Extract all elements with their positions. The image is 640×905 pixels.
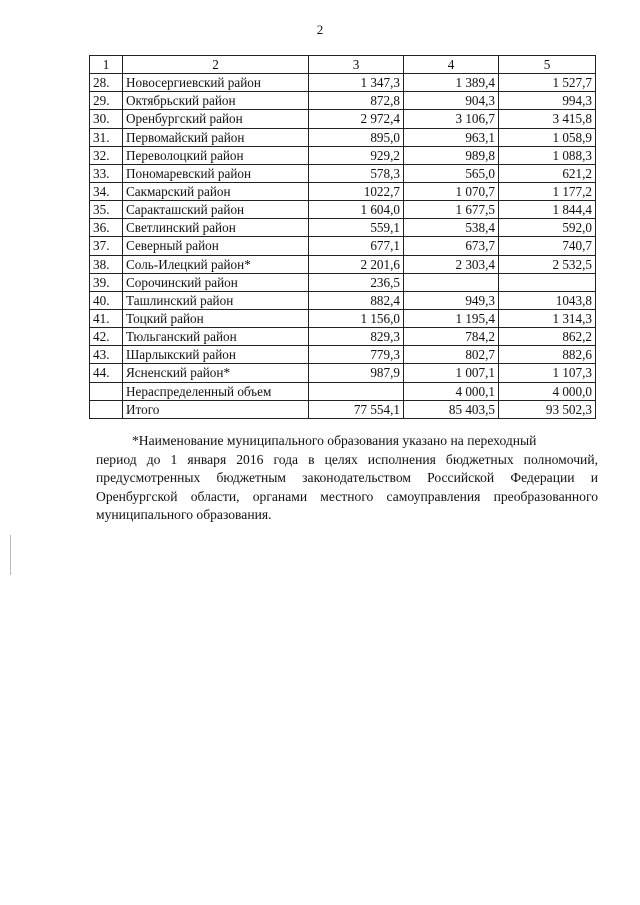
page-number: 2 [316, 22, 324, 37]
row-number-cell [90, 400, 123, 418]
row-number-cell: 43. [90, 346, 123, 364]
row-number-cell [90, 382, 123, 400]
value-col3-cell: 1 604,0 [309, 201, 404, 219]
table-row [90, 128, 596, 146]
district-name-cell: Оренбургский район [123, 110, 309, 128]
value-col3-cell: 1022,7 [309, 182, 404, 200]
value-col4-cell: 784,2 [404, 328, 499, 346]
value-col4-cell: 904,3 [404, 92, 499, 110]
district-name-cell: Пономаревский район [123, 164, 309, 182]
table-row [90, 328, 596, 346]
value-col4-cell: 2 303,4 [404, 255, 499, 273]
row-number-cell: 42. [90, 328, 123, 346]
table-row [90, 309, 596, 327]
footnote-continuation: период до 1 января 2016 года в целях исполнения бюджетных полномочий, предусмотренных бюджетным законодательством Российской Федерации и Оренбургской области, органами местного самоуправления преобразованного муниципального образования. [96, 451, 598, 522]
value-col5-cell: 4 000,0 [499, 382, 596, 400]
table-row [90, 400, 596, 418]
header-cell-2: 2 [123, 56, 309, 74]
row-number-cell: 37. [90, 237, 123, 255]
value-col5-cell: 592,0 [499, 219, 596, 237]
value-col3-cell: 1 347,3 [309, 74, 404, 92]
row-number-cell: 30. [90, 110, 123, 128]
footnote-first-line: *Наименование муниципального образования указано на переходный [132, 433, 537, 448]
table-row [90, 255, 596, 273]
table-row [90, 182, 596, 200]
table-row [90, 382, 596, 400]
value-col5-cell: 1 844,4 [499, 201, 596, 219]
value-col3-cell: 1 156,0 [309, 309, 404, 327]
value-col4-cell: 802,7 [404, 346, 499, 364]
table-row [90, 219, 596, 237]
value-col3-cell: 2 972,4 [309, 110, 404, 128]
header-cell-3: 3 [309, 56, 404, 74]
value-col4-cell: 1 389,4 [404, 74, 499, 92]
district-name-cell: Шарлыкский район [123, 346, 309, 364]
row-number-cell: 44. [90, 364, 123, 382]
value-col3-cell: 882,4 [309, 291, 404, 309]
district-name-cell: Тоцкий район [123, 309, 309, 327]
value-col5-cell: 1 177,2 [499, 182, 596, 200]
value-col5-cell: 1 058,9 [499, 128, 596, 146]
value-col3-cell: 829,3 [309, 328, 404, 346]
value-col4-cell: 1 007,1 [404, 364, 499, 382]
value-col5-cell: 740,7 [499, 237, 596, 255]
value-col4-cell: 3 106,7 [404, 110, 499, 128]
value-col4-cell: 949,3 [404, 291, 499, 309]
district-name-cell: Нераспределенный объем [123, 382, 309, 400]
table-row [90, 146, 596, 164]
row-number-cell: 34. [90, 182, 123, 200]
value-col4-cell: 565,0 [404, 164, 499, 182]
value-col5-cell: 1 088,3 [499, 146, 596, 164]
district-name-cell: Октябрьский район [123, 92, 309, 110]
value-col3-cell: 987,9 [309, 364, 404, 382]
value-col3-cell: 779,3 [309, 346, 404, 364]
value-col3-cell: 77 554,1 [309, 400, 404, 418]
value-col4-cell: 989,8 [404, 146, 499, 164]
value-col4-cell: 538,4 [404, 219, 499, 237]
district-name-cell: Северный район [123, 237, 309, 255]
value-col3-cell: 2 201,6 [309, 255, 404, 273]
value-col3-cell: 872,8 [309, 92, 404, 110]
value-col5-cell [499, 273, 596, 291]
value-col3-cell: 236,5 [309, 273, 404, 291]
value-col3-cell: 559,1 [309, 219, 404, 237]
row-number-cell: 38. [90, 255, 123, 273]
district-name-cell: Ташлинский район [123, 291, 309, 309]
budget-table [89, 55, 596, 419]
row-number-cell: 33. [90, 164, 123, 182]
table-row [90, 273, 596, 291]
value-col3-cell: 578,3 [309, 164, 404, 182]
value-col5-cell: 1 314,3 [499, 309, 596, 327]
value-col5-cell: 1043,8 [499, 291, 596, 309]
table-row [90, 92, 596, 110]
value-col4-cell: 963,1 [404, 128, 499, 146]
row-number-cell: 41. [90, 309, 123, 327]
district-name-cell: Ясненский район* [123, 364, 309, 382]
header-cell-5: 5 [499, 56, 596, 74]
row-number-cell: 35. [90, 201, 123, 219]
table-header-row [90, 56, 596, 74]
district-name-cell: Первомайский район [123, 128, 309, 146]
value-col5-cell: 3 415,8 [499, 110, 596, 128]
value-col3-cell: 929,2 [309, 146, 404, 164]
district-name-cell: Итого [123, 400, 309, 418]
value-col5-cell: 1 527,7 [499, 74, 596, 92]
table-row [90, 164, 596, 182]
row-number-cell: 40. [90, 291, 123, 309]
value-col4-cell [404, 273, 499, 291]
value-col4-cell: 673,7 [404, 237, 499, 255]
header-cell-4: 4 [404, 56, 499, 74]
value-col5-cell: 93 502,3 [499, 400, 596, 418]
district-name-cell: Светлинский район [123, 219, 309, 237]
table-row [90, 237, 596, 255]
value-col4-cell: 1 677,5 [404, 201, 499, 219]
district-name-cell: Сорочинский район [123, 273, 309, 291]
district-name-cell: Соль-Илецкий район* [123, 255, 309, 273]
district-name-cell: Тюльганский район [123, 328, 309, 346]
value-col4-cell: 1 070,7 [404, 182, 499, 200]
row-number-cell: 39. [90, 273, 123, 291]
value-col5-cell: 882,6 [499, 346, 596, 364]
value-col5-cell: 1 107,3 [499, 364, 596, 382]
table-row [90, 110, 596, 128]
value-col3-cell [309, 382, 404, 400]
value-col5-cell: 862,2 [499, 328, 596, 346]
value-col5-cell: 994,3 [499, 92, 596, 110]
scan-artifact [10, 535, 11, 575]
district-name-cell: Сакмарский район [123, 182, 309, 200]
table-row [90, 201, 596, 219]
value-col4-cell: 4 000,1 [404, 382, 499, 400]
value-col5-cell: 621,2 [499, 164, 596, 182]
row-number-cell: 31. [90, 128, 123, 146]
row-number-cell: 36. [90, 219, 123, 237]
value-col4-cell: 85 403,5 [404, 400, 499, 418]
row-number-cell: 29. [90, 92, 123, 110]
value-col4-cell: 1 195,4 [404, 309, 499, 327]
value-col3-cell: 677,1 [309, 237, 404, 255]
header-cell-1: 1 [90, 56, 123, 74]
row-number-cell: 32. [90, 146, 123, 164]
table-row [90, 346, 596, 364]
footnote [96, 432, 598, 525]
table-row [90, 291, 596, 309]
value-col5-cell: 2 532,5 [499, 255, 596, 273]
table-row [90, 364, 596, 382]
district-name-cell: Саракташский район [123, 201, 309, 219]
district-name-cell: Новосергиевский район [123, 74, 309, 92]
district-name-cell: Переволоцкий район [123, 146, 309, 164]
row-number-cell: 28. [90, 74, 123, 92]
table-row [90, 74, 596, 92]
value-col3-cell: 895,0 [309, 128, 404, 146]
